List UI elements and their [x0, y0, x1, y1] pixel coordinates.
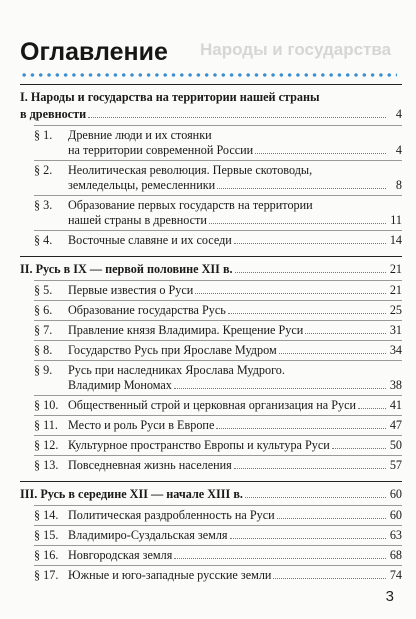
entry-body: [68, 398, 402, 413]
entry-number: § 1.: [34, 128, 53, 142]
entry-title-row: [68, 398, 402, 413]
section-title-row: [20, 485, 402, 502]
entry-body: [68, 548, 402, 563]
toc-entry[interactable]: [34, 435, 402, 455]
entry-page-number: 31: [389, 323, 402, 337]
toc-entry[interactable]: [34, 340, 402, 360]
entry-title-row: [68, 178, 402, 193]
entry-page-number: 4: [395, 143, 402, 157]
entry-page-number: 21: [389, 283, 402, 297]
entry-body: [68, 363, 402, 393]
entry-number: § 4.: [34, 233, 53, 247]
toc-entry[interactable]: [34, 395, 402, 415]
dot-leader: [216, 428, 386, 429]
dot-leader: [88, 117, 386, 118]
entry-page-number: 8: [395, 178, 402, 192]
dot-leader: [234, 468, 386, 469]
entry-number: § 7.: [34, 323, 53, 337]
toc-entry[interactable]: [34, 125, 402, 160]
dot-leader: [277, 518, 386, 519]
entry-title-row: [68, 508, 402, 523]
entry-page-number: 14: [389, 233, 402, 247]
toc-entry[interactable]: [34, 160, 402, 195]
section-heading[interactable]: [20, 85, 402, 125]
toc-section: [20, 481, 402, 585]
dot-leader: [228, 313, 386, 314]
entry-title-text: Образование государства Русь: [68, 303, 226, 317]
table-of-contents: [20, 84, 402, 585]
dot-leader: [209, 223, 386, 224]
section-page-number: 4: [395, 107, 402, 121]
entry-title-row: [68, 283, 402, 298]
entry-number: § 16.: [34, 548, 59, 562]
dot-leader: [195, 293, 386, 294]
dot-leader: [234, 243, 386, 244]
entry-title-row: [68, 528, 402, 543]
entry-page-number: 57: [389, 458, 402, 472]
toc-entry[interactable]: [34, 455, 402, 475]
entry-body: [68, 198, 402, 228]
entry-number: § 15.: [34, 528, 59, 542]
entry-page-number: 47: [389, 418, 402, 432]
dot-leader: [245, 497, 386, 498]
dot-leader: [279, 353, 386, 354]
section-title-text: I. Народы и государства на территории нашей страны: [20, 90, 320, 104]
entry-title-row: [68, 233, 402, 248]
entry-body: [68, 163, 402, 193]
entry-page-number: 60: [389, 508, 402, 522]
entry-title-text: Русь при наследниках Ярослава Мудрого.: [68, 363, 285, 377]
dotted-divider: [20, 72, 397, 78]
entry-number: § 2.: [34, 163, 53, 177]
entry-title-text: земледельцы, ремесленники: [68, 178, 216, 192]
toc-entry[interactable]: [34, 280, 402, 300]
entry-title-row: [68, 568, 402, 583]
entry-page-number: 38: [389, 378, 402, 392]
entry-body: [68, 528, 402, 543]
entry-title-text: Южные и юго-западные русские земли: [68, 568, 272, 582]
entry-body: [68, 283, 402, 298]
dot-leader: [174, 558, 386, 559]
entry-title-row: [68, 213, 402, 228]
dot-leader: [358, 408, 386, 409]
section-title-text: II. Русь в IX — первой половине XII в.: [20, 262, 233, 276]
toc-entry[interactable]: [34, 300, 402, 320]
entry-page-number: 11: [390, 213, 402, 227]
toc-entry[interactable]: [34, 525, 402, 545]
entry-number: § 12.: [34, 438, 59, 452]
toc-entry[interactable]: [34, 320, 402, 340]
entry-body: [68, 508, 402, 523]
entry-number: § 13.: [34, 458, 59, 472]
dot-leader: [217, 188, 386, 189]
toc-entry[interactable]: [34, 545, 402, 565]
entry-number: § 14.: [34, 508, 59, 522]
entry-title-row: [68, 143, 402, 158]
section-page-number: 60: [389, 487, 402, 501]
entry-title-text: Образование первых государств на территории: [68, 198, 313, 212]
entry-title-row: [68, 343, 402, 358]
entry-body: [68, 233, 402, 248]
entry-body: [68, 438, 402, 453]
entry-title-text: Место и роль Руси в Европе: [68, 418, 215, 432]
entry-title-text: на территории современной России: [68, 143, 254, 157]
entry-title-text: Государство Русь при Ярославе Мудром: [68, 343, 277, 357]
entry-title-text: Владимир Мономах: [68, 378, 172, 392]
entry-title-row: [68, 548, 402, 563]
dot-leader: [235, 272, 386, 273]
toc-entry[interactable]: [34, 195, 402, 230]
entry-number: § 8.: [34, 343, 53, 357]
toc-section: [20, 256, 402, 475]
entry-title-text: Правление князя Владимира. Крещение Руси: [68, 323, 304, 337]
entry-number: § 6.: [34, 303, 53, 317]
entry-title-row: [68, 458, 402, 473]
toc-entry[interactable]: [34, 230, 402, 250]
entry-title-text: Культурное пространство Европы и культура Руси: [68, 438, 330, 452]
entry-title-row: [68, 418, 402, 433]
entry-title-row: [68, 438, 402, 453]
section-title-text: в древности: [20, 107, 87, 121]
toc-entry[interactable]: [34, 415, 402, 435]
entry-body: [68, 458, 402, 473]
entry-number: § 5.: [34, 283, 53, 297]
dot-leader: [332, 448, 386, 449]
entry-title-text: Общественный строй и церковная организация на Руси: [68, 398, 357, 412]
entry-title-text: Повседневная жизнь населения: [68, 458, 232, 472]
entry-page-number: 63: [389, 528, 402, 542]
toc-entry[interactable]: [34, 565, 402, 585]
entry-title-text: Неолитическая революция. Первые скотоводы,: [68, 163, 313, 177]
dot-leader: [230, 538, 386, 539]
entry-number: § 10.: [34, 398, 59, 412]
entry-title-text: Первые известия о Руси: [68, 283, 194, 297]
entry-title-text: Владимиро-Суздальская земля: [68, 528, 228, 542]
entry-title-text: Новгородская земля: [68, 548, 173, 562]
toc-entry[interactable]: [34, 360, 402, 395]
entry-body: [68, 303, 402, 318]
entry-number: § 3.: [34, 198, 53, 212]
entry-title-text: Древние люди и их стоянки: [68, 128, 212, 142]
toc-section: [20, 84, 402, 250]
section-heading[interactable]: [20, 482, 402, 505]
entry-number: § 9.: [34, 363, 53, 377]
toc-entry[interactable]: [34, 505, 402, 525]
section-title-row: [20, 105, 402, 122]
entry-title-row: [68, 323, 402, 338]
entry-title-text: нашей страны в древности: [68, 213, 207, 227]
entry-title-text: Политическая раздробленность на Руси: [68, 508, 275, 522]
dot-leader: [273, 578, 386, 579]
dot-leader: [305, 333, 386, 334]
entry-body: [68, 128, 402, 158]
entry-number: § 17.: [34, 568, 59, 582]
entry-body: [68, 418, 402, 433]
entry-body: [68, 323, 402, 338]
entry-title-row: [68, 378, 402, 393]
entry-page-number: 74: [389, 568, 402, 582]
entry-body: [68, 343, 402, 358]
entry-page-number: 25: [389, 303, 402, 317]
entry-number: § 11.: [34, 418, 58, 432]
entry-title-row: [68, 303, 402, 318]
section-title-row: [20, 260, 402, 277]
section-page-number: 21: [389, 262, 402, 276]
dot-leader: [174, 388, 386, 389]
section-title-text: III. Русь в середине XII — начале XIII в.: [20, 487, 243, 501]
bleed-through-heading: Народы и государства: [200, 40, 392, 59]
dot-leader: [255, 153, 386, 154]
page-title: Оглавление: [20, 38, 168, 66]
entry-title-text: Восточные славяне и их соседи: [68, 233, 232, 247]
entry-page-number: 41: [389, 398, 402, 412]
entry-page-number: 50: [389, 438, 402, 452]
section-heading[interactable]: [20, 257, 402, 280]
entry-page-number: 34: [389, 343, 402, 357]
page-number: 3: [385, 588, 394, 605]
entry-page-number: 68: [389, 548, 402, 562]
entry-body: [68, 568, 402, 583]
